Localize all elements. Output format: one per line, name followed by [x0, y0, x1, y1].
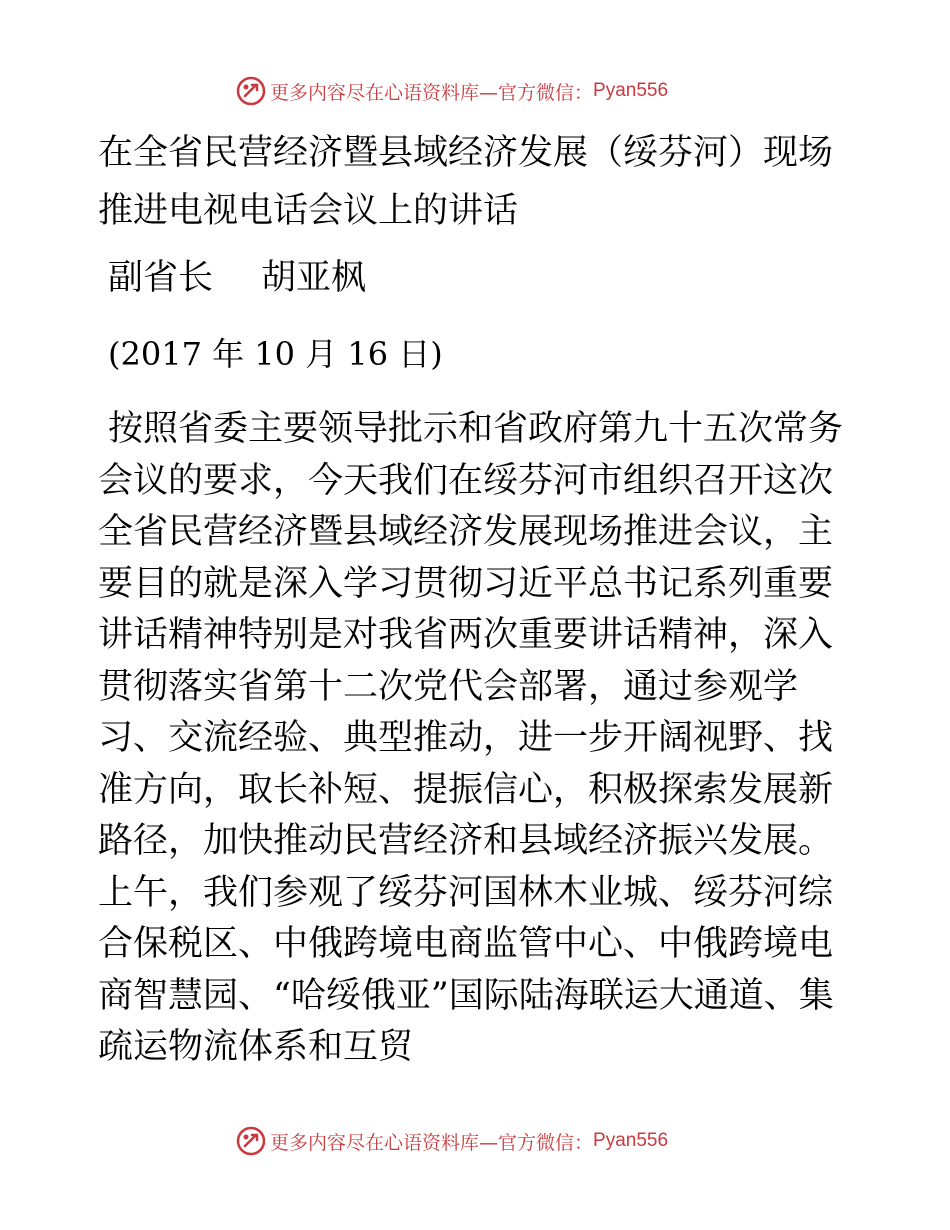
banner-official-label: —官方微信： [479, 81, 594, 104]
banner-promo-text: 更多内容尽在心语资料库 [270, 1131, 480, 1154]
banner-account-id: Pyan556 [593, 1130, 669, 1151]
banner-account-id: Pyan556 [593, 80, 669, 101]
speaker-role: 副省长 [108, 258, 214, 298]
speaker-line [108, 252, 366, 304]
body-paragraph: 按照省委主要领导批示和省政府第九十五次常务会议的要求，今天我们在绥芬河市组织召开这次全省民营经济暨县域经济发展现场推进会议，主要目的就是深入学习贯彻习近平总书记系列重要讲话精神特别是对我省两次重要讲话精神，深入贯彻落实省第十二次党代会部署，通过参观学习、交流经验、典型推动，进一步开阔视野、找准方向，取长补短、提振信心，积极探索发展新路径，加快推动民营经济和县域经济振兴发展。上午，我们参观了绥芬河国林木业城、绥芬河综合保税区、中俄跨境电商监管中心、中俄跨境电商智慧园、“哈绥俄亚”国际陆海联运大通道、集疏运物流体系和互贸 [98, 409, 844, 1067]
banner-promo-text: 更多内容尽在心语资料库 [270, 81, 480, 104]
speech-date: (2017 年 10 月 16 日) [108, 335, 443, 373]
speaker-name: 胡亚枫 [261, 258, 367, 298]
footer-watermark-banner [236, 1124, 756, 1158]
banner-official-label: —官方微信： [479, 1131, 594, 1154]
brand-logo-icon [236, 76, 266, 106]
header-watermark-banner [236, 74, 756, 108]
brand-logo-icon [236, 1126, 266, 1156]
document-title: 在全省民营经济暨县域经济发展（绥芬河）现场推进电视电话会议上的讲话 [98, 133, 834, 231]
